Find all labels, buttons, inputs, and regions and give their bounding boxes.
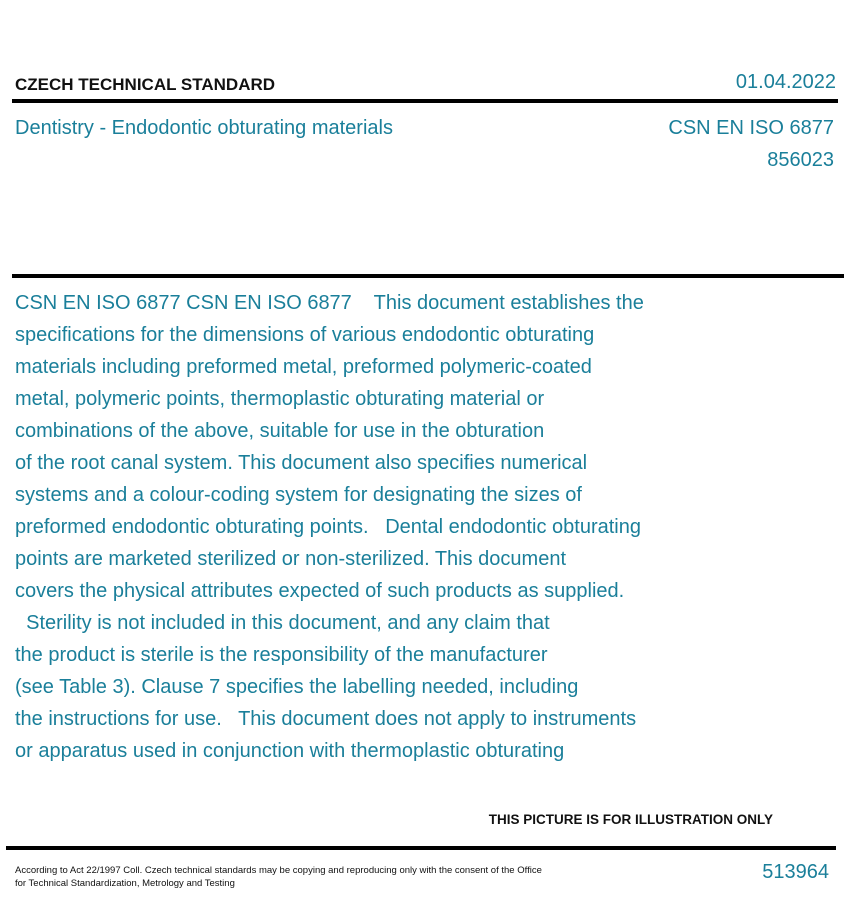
abstract-line: preformed endodontic obturating points. Dental endodontic obturating <box>15 516 641 538</box>
publication-date: 01.04.2022 <box>735 71 836 93</box>
section-divider <box>12 274 844 278</box>
document-id-number: 513964 <box>762 861 829 883</box>
abstract-line: (see Table 3). Clause 7 specifies the labelling needed, including <box>15 676 579 698</box>
standard-subject: Dentistry - Endodontic obturating materials <box>15 117 393 139</box>
abstract-line: covers the physical attributes expected of such products as supplied. <box>15 580 625 602</box>
standard-classification: 856023 <box>767 149 834 171</box>
abstract-line: of the root canal system. This document also specifies numerical <box>15 452 588 474</box>
abstract-line: points are marketed sterilized or non-sterilized. This document <box>15 548 566 570</box>
abstract-line: or apparatus used in conjunction with thermoplastic obturating <box>15 740 565 762</box>
document-type-label: CZECH TECHNICAL STANDARD <box>15 75 276 94</box>
abstract-line: Sterility is not included in this document, and any claim that <box>15 612 550 634</box>
abstract-line: CSN EN ISO 6877 CSN EN ISO 6877 This document establishes the <box>15 292 644 314</box>
standard-number: CSN EN ISO 6877 <box>668 117 834 139</box>
legal-notice-line: According to Act 22/1997 Coll. Czech technical standards may be copying and reproducing only with the consent of the Office <box>15 865 542 876</box>
abstract-line: materials including preformed metal, preformed polymeric-coated <box>15 356 592 378</box>
abstract-line: specifications for the dimensions of various endodontic obturating <box>15 324 595 346</box>
abstract-text <box>15 287 705 767</box>
abstract-line: the instructions for use. This document does not apply to instruments <box>15 708 637 730</box>
abstract-line: metal, polymeric points, thermoplastic obturating material or <box>15 388 545 410</box>
legal-notice-line: for Technical Standardization, Metrology and Testing <box>15 878 235 889</box>
abstract-line: systems and a colour-coding system for designating the sizes of <box>15 484 582 506</box>
legal-notice <box>15 864 595 890</box>
abstract-line: the product is sterile is the responsibility of the manufacturer <box>15 644 548 666</box>
illustration-notice: THIS PICTURE IS FOR ILLUSTRATION ONLY <box>488 812 773 827</box>
footer-divider <box>6 846 836 850</box>
header-divider <box>12 99 838 103</box>
abstract-line: combinations of the above, suitable for use in the obturation <box>15 420 545 442</box>
